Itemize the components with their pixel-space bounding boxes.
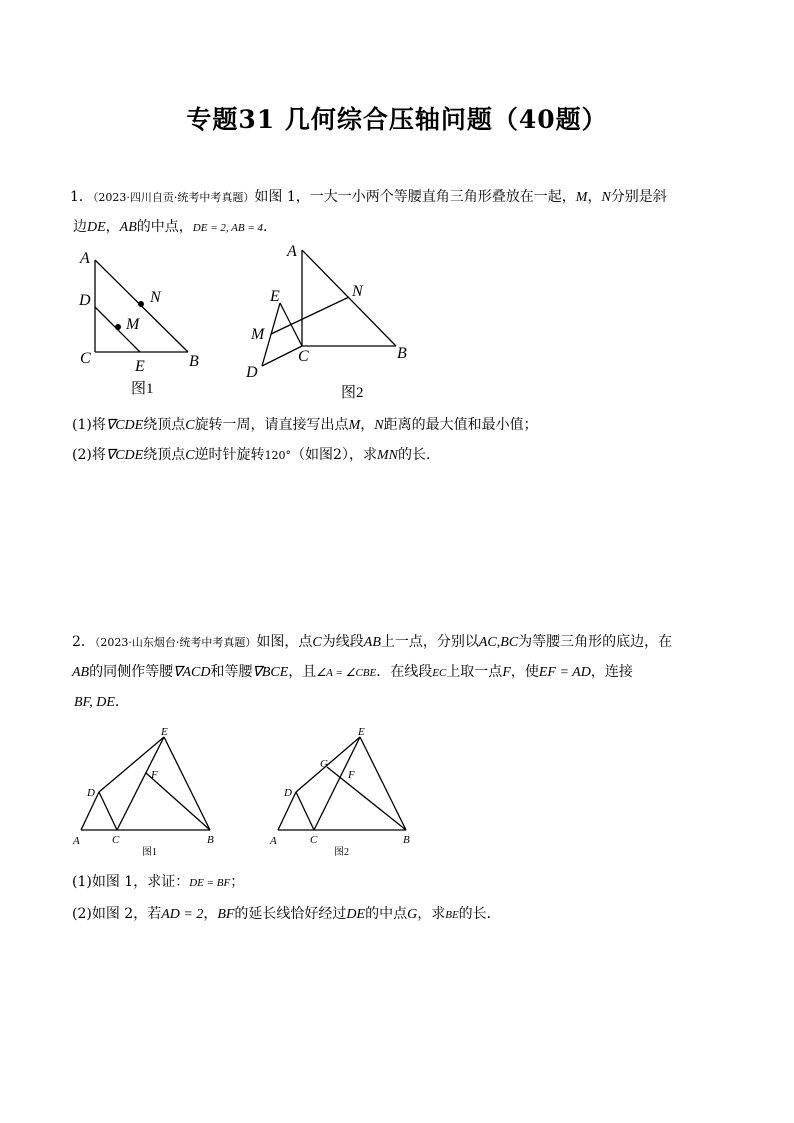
q1-text: （如图2），求 [291,447,377,463]
label-A: A [80,250,90,267]
q1-text: 的长． [397,447,440,463]
math-N: N [601,190,611,205]
q2-text: 的中点 [365,906,408,922]
q1-text: 距离的最大值和最小值； [383,417,538,433]
math-AB: AB [119,220,137,235]
comma: ， [105,219,120,235]
label-D: D [87,787,95,799]
label-A: A [270,835,277,847]
q1-source: （2023·四川自贡·统考中考真题） [92,191,255,204]
math-F: F [502,665,511,680]
q2-text: 为线段 [321,634,364,650]
math-BE: BE [445,909,459,921]
q2-text: ； [230,874,245,890]
period: ． [114,694,129,710]
math-DE-BF: DE = BF [189,877,231,889]
period: . [263,219,268,235]
q1-text: 的中点， [136,219,193,235]
label-D: D [284,787,292,799]
q2-text: ．在线段 [376,664,433,680]
label-D: D [79,292,91,309]
q1-text: 分别是斜 [610,189,667,205]
label-E: E [270,288,280,305]
figure-caption: 图1 [131,381,154,397]
label-N: N [150,289,161,306]
label-C: C [80,350,91,367]
q1-text: 绕顶点 [143,447,186,463]
math-AD2: AD = 2 [161,907,204,922]
q2-text: 和等腰 [210,664,253,680]
q1-number: 1． [70,189,93,205]
label-M: M [126,316,140,333]
label-A: A [287,243,297,260]
label-E: E [358,726,365,738]
label-G: G [320,758,328,770]
q1-text: (1)将 [72,417,106,433]
math-angle-eq: ∠A = ∠CBE [316,667,377,679]
label-F: F [151,769,158,781]
math-C: C [185,448,195,463]
label-E: E [135,358,145,375]
label-E: E [161,726,168,738]
q1-text: 如图 1，一大一小两个等腰直角三角形叠放在一起， [254,189,576,205]
q2-number: 2． [72,634,95,650]
comma: ， [587,189,602,205]
q2-text: ，连接 [590,664,633,680]
label-M: M [251,326,265,343]
math-EC: EC [432,667,447,679]
label-C: C [298,348,309,365]
q2-text: ， [203,906,218,922]
figure-caption: 图2 [341,385,364,401]
label-N: N [352,283,363,300]
q1-text: 逆时针旋转 [194,447,265,463]
math-G: G [407,907,418,922]
label-B: B [397,345,407,362]
math-C: C [185,418,195,433]
math-BF-DE: BF, DE [74,695,115,710]
q2-text: 的长． [458,906,501,922]
q2-text: (1)如图 1，求证： [72,874,190,890]
label-D: D [246,364,258,381]
q2-text: ，求 [417,906,446,922]
q1-text: 旋转一周，请直接写出点 [194,417,349,433]
q2-part1 [72,874,244,892]
q1-text: (2)将 [72,447,106,463]
q2-source: （2023·山东烟台·统考中考真题） [94,636,257,649]
math-triangle-BCE: ∇BCE [252,665,289,680]
q2-text: 如图，点 [256,634,313,650]
label-F: F [348,769,355,781]
math-triangle-CDE: ∇CDE [105,418,144,433]
math-N: N [374,418,384,433]
label-A: A [73,835,80,847]
math-EF-AD: EF = AD [538,665,591,680]
page-title: 专题31 几何综合压轴问题（40题） [186,105,608,134]
q2-text: 为等腰三角形的底边，在 [518,634,673,650]
q2-text: ，且 [288,664,317,680]
label-B: B [403,834,410,846]
label-B: B [189,353,199,370]
math-angle: 120° [264,449,292,462]
math-AB: AB [363,635,381,650]
math-M: M [575,190,588,205]
math-given: DE = 2, AB = 4 [192,222,264,234]
q1-text: 边 [73,219,87,235]
math-MN: MN [376,448,398,463]
math-M: M [348,418,361,433]
math-C: C [312,635,322,650]
label-C: C [112,834,120,846]
math-BF: BF [217,907,235,922]
math-triangle-ACD: ∇ACD [173,665,211,680]
figure-caption: 图2 [334,847,349,858]
q2-text: ，使 [510,664,539,680]
q2-text: (2)如图 2，若 [72,906,162,922]
math-triangle-CDE: ∇CDE [105,448,144,463]
math-AB: AB [72,665,90,680]
q2-part2 [72,906,501,924]
math-DE: DE [346,907,366,922]
comma: ， [360,417,375,433]
label-B: B [207,834,214,846]
q2-text: 的同侧作等腰 [89,664,174,680]
q1-text: 绕顶点 [143,417,186,433]
q2-text: 的延长线恰好经过 [234,906,347,922]
q2-text: 上一点，分别以 [380,634,479,650]
label-C: C [310,834,318,846]
q2-text: 上取一点 [446,664,503,680]
math-DE: DE [87,220,106,235]
math-ACBC: AC,BC [478,635,519,650]
figure-caption: 图1 [142,847,157,858]
